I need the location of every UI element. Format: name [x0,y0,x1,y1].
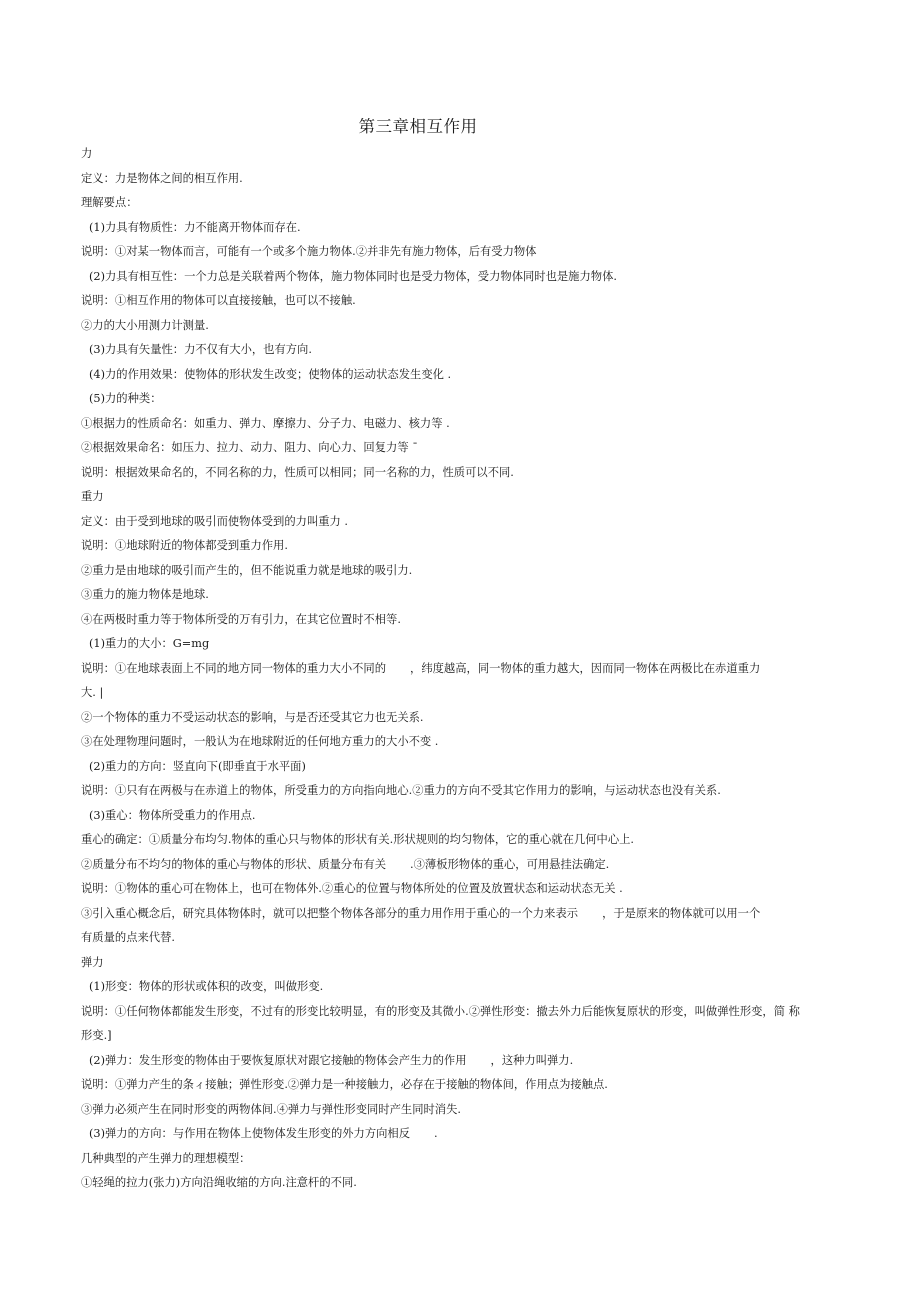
text-line-segment: ②重力是由地球的吸引而产生的，但不能说重力就是地球的吸引力. [81,563,413,577]
text-line-segment: 有质量的点来代替. [81,931,175,944]
text-line [81,804,826,829]
text-line-segment: . [434,1127,438,1140]
text-line [81,289,826,314]
text-line [81,1098,826,1123]
text-line-segment: (5)力的种类： [89,392,162,405]
text-line [81,265,826,290]
text-line [81,216,826,241]
text-line [81,1049,826,1074]
text-line [81,608,826,633]
text-line [81,730,826,755]
text-line-segment: ，纬度越高，同一物体的重力越大，因而同一物体在两极比在赤道重力 [410,661,761,675]
text-line [81,534,826,559]
text-line-segment: 说明：①只有在两极与在赤道上的物体，所受重力的方向指向地心.②重力的方向不受其它作用力的影响，与运动状态也没有关系. [81,784,721,797]
text-line-segment: 说明：①任何物体都能发生形变，不过有的形变比较明显，有的形变及其微小.②弹性形变：撤去外力后能恢复原状的形变，叫做弹性形变，简 称 [81,1004,800,1018]
text-line-segment: ①根据力的性质命名：如重力、弹力、摩擦力、分子力、电磁力、核力等 . [81,416,450,430]
text-line-segment: (2)力具有相互性：一个力总是关联着两个物体，施力物体同时也是受力物体，受力物体同时也是施力物体. [89,269,617,283]
text-line-segment: (3)重心：物体所受重力的作用点. [89,808,256,822]
text-line-segment: 大. | [81,686,104,699]
text-line [81,461,826,486]
text-line [81,632,826,657]
text-line-segment: (1)力具有物质性：力不能离开物体而存在. [89,220,301,234]
text-line-segment: .③薄板形物体的重心，可用悬挂法确定. [410,857,610,871]
text-line-segment: 说明：①物体的重心可在物体上，也可在物体外.②重心的位置与物体所处的位置及放置状态和运动状态无关 . [81,882,623,895]
text-line [81,191,826,216]
text-line-segment: ①轻绳的拉力(张力)方向沿绳收缩的方向.注意杆的不同. [81,1176,357,1189]
text-line [81,755,826,780]
text-line-segment: ③引入重心概念后，研究具体物体时，就可以把整个物体各部分的重力用作用于重心的一个力来表示 [81,906,579,920]
text-line-segment: ②根据效果命名：如压力、拉力、动力、阻力、向心力、回复力等 ˉ [81,441,418,454]
text-line [81,559,826,584]
text-line-segment: 说明：①在地球表面上不同的地方同一物体的重力大小不同的 [81,661,387,675]
text-line-segment: 重力 [81,490,104,503]
text-line-segment: 定义：由于受到地球的吸引而使物体受到的力叫重力 . [81,514,349,528]
text-line-segment: (2)重力的方向：竖直向下(即垂直于水平面) [89,759,306,773]
text-line [81,510,826,535]
text-line [81,853,826,878]
text-line [81,902,826,927]
text-line-segment: ②一个物体的重力不受运动状态的影响，与是否还受其它力也无关系. [81,710,424,724]
text-line-segment: 说明：根据效果命名的，不同名称的力，性质可以相同；同一名称的力，性质可以不同. [81,465,514,479]
text-line [81,363,826,388]
text-line-segment: 重心的确定：①质量分布均匀.物体的重心只与物体的形状有关.形状规则的均匀物体，它的重心就在几何中心上. [81,833,635,846]
text-line-segment: 说明：①弹力产生的条ィ接触；弹性形变.②弹力是一种接触力，必存在于接触的物体间，作用点为接触点. [81,1078,608,1091]
text-line-segment: ③弹力必须产生在同时形变的两物体间.④弹力与弹性形变同时产生同时消失. [81,1102,461,1116]
text-line [81,681,826,706]
text-line [81,485,826,510]
text-line-segment: ③重力的施力物体是地球. [81,588,209,601]
text-line-segment: 说明：①地球附近的物体都受到重力作用. [81,539,288,552]
text-line-segment: ④在两极时重力等于物体所受的万有引力，在其它位置时不相等. [81,612,401,626]
text-line [81,706,826,731]
text-line [81,412,826,437]
text-line-segment: (2)弹力：发生形变的物体由于要恢复原状对跟它接触的物体会产生力的作用 [89,1053,467,1067]
text-line [81,436,826,461]
text-line-segment: (4)力的作用效果：使物体的形状发生改变；使物体的运动状态发生变化 . [89,367,452,381]
text-line [81,1147,826,1172]
text-line [81,657,826,682]
text-line [81,1171,826,1196]
text-line [81,828,826,853]
text-line [81,975,826,1000]
document-body [81,142,826,1196]
text-line [81,387,826,412]
text-line-segment: (3)力具有矢量性：力不仅有大小，也有方向. [89,343,312,356]
text-line-segment: 理解要点： [81,196,138,209]
text-line [81,583,826,608]
text-line-segment: (1)形变：物体的形状或体积的改变，叫做形变. [89,980,324,993]
text-line [81,338,826,363]
text-line [81,877,826,902]
text-line [81,314,826,339]
document-title: 第三章相互作用 [358,117,478,136]
text-line [81,1122,826,1147]
text-line-segment: 几种典型的产生弹力的理想模型： [81,1151,251,1165]
text-line [81,779,826,804]
text-line-segment: ③在处理物理问题时，一般认为在地球附近的任何地方重力的大小不变 . [81,735,439,748]
text-line [81,1073,826,1098]
text-line-segment: ②力的大小用测力计测量. [81,318,209,332]
text-line [81,167,826,192]
text-line [81,951,826,976]
text-line-segment: ②质量分布不均匀的物体的重心与物体的形状、质量分布有关 [81,857,387,871]
text-line [81,1000,826,1025]
text-line-segment: 说明：①相互作用的物体可以直接接触，也可以不接触. [81,294,356,307]
text-line-segment: (1)重力的大小：G=mg [89,637,210,650]
text-line-segment: ，这种力叫弹力. [490,1053,574,1067]
text-line [81,142,826,167]
text-line [81,240,826,265]
text-line-segment: 力 [81,147,93,160]
text-line-segment: 定义：力是物体之间的相互作用. [81,171,243,185]
text-line [81,926,826,951]
text-line-segment: 说明：①对某一物体而言，可能有一个或多个施力物体.②并非先有施力物体，后有受力物体 [81,245,537,258]
text-line-segment: 弹力 [81,955,104,969]
text-line-segment: ，于是原来的物体就可以用一个 [602,906,761,920]
text-line [81,1024,826,1049]
text-line-segment: (3)弹力的方向：与作用在物体上使物体发生形变的外力方向相反 [89,1127,411,1140]
text-line-segment: 形变.] [81,1029,112,1042]
